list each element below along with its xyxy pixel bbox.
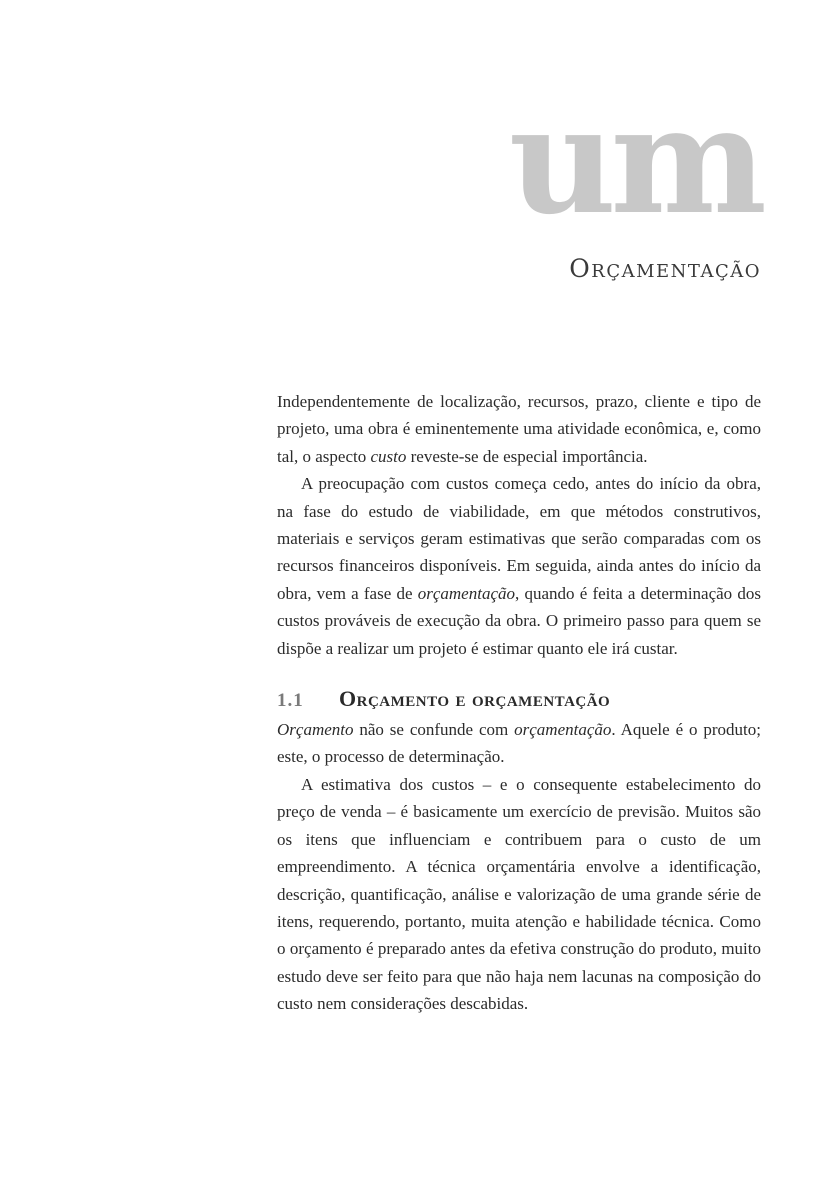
emphasis-orcamentacao: orçamentação [417,583,515,603]
chapter-title: Orçamentação [569,254,761,283]
emphasis-custo: custo [370,446,407,466]
section-title: Orçamento e orçamentação [339,686,611,712]
emphasis-orcamentacao-2: orçamentação [514,720,612,740]
body-text [277,388,761,1018]
section-heading [277,684,761,716]
section-paragraph-2: A estimativa dos custos – e o consequente estabelecimento do preço de venda – é basicamente um exercício de previsão. Muitos são os itens que influenciam e contribuem para o custo de um empreendimento. A técnica orçamentária envolve a identificação, descrição, quantificação, análise e valorização de uma grande série de itens, requerendo, portanto, muita atenção e habilidade técnica. Como o orçamento é preparado antes da efetiva construção do produto, muito estudo deve ser feito para que não haja nem lacunas na composição do custo nem considerações descabidas. [277,774,761,1014]
intro-paragraph-1: Independentemente de localização, recursos, prazo, cliente e tipo de projeto, uma obra é eminentemente uma atividade econômica, e, como tal, o aspecto custo reveste-se de especial importância. [277,392,761,466]
chapter-number: um [508,73,761,247]
intro-paragraph-2: A preocupação com custos começa cedo, antes do início da obra, na fase do estudo de viabilidade, em que métodos construtivos, materiais e serviços geram estimativas que serão comparadas com os recursos financeiros disponíveis. Em seguida, ainda antes do início da obra, vem a fase de orçamentação, quando é feita a determinação dos custos prováveis de execução da obra. O primeiro passo para quem se dispõe a realizar um projeto é estimar quanto ele irá custar. [277,474,762,658]
section-number: 1.1 [277,690,304,712]
emphasis-orcamento: Orçamento [277,720,354,740]
section-paragraph-1: Orçamento não se confunde com orçamentação. Aquele é o produto; este, o processo de determinação. [277,720,761,767]
